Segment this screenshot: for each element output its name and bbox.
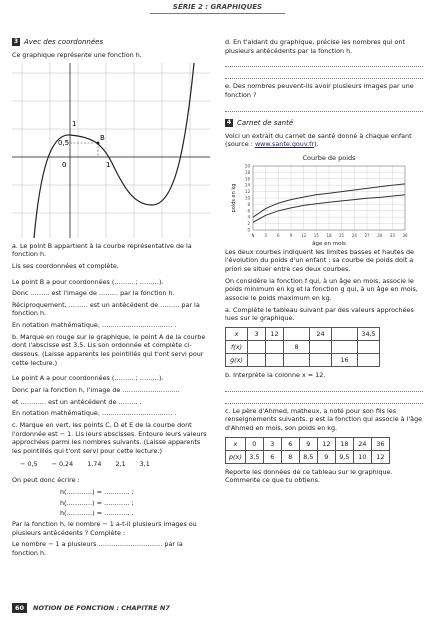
antecedent-question: Par la fonction h, le nombre − 1 a-t-il plusieurs images ou plusieurs antécédents ? Complète : — [12, 520, 197, 537]
point-a-et: et ………… est un antécédent de ……… . — [12, 397, 142, 406]
candidate-value[interactable]: − 0,24 — [51, 460, 74, 469]
report-instruction: Reporte les données de ce tableau sur le graphique. Commente ce que tu obtiens. — [225, 467, 393, 485]
tick-y-1: 1 — [72, 119, 77, 128]
label-b: B — [100, 133, 105, 142]
chapter-title: NOTION DE FONCTION : CHAPITRE N7 — [33, 604, 170, 612]
y-tick-label: 18 — [244, 169, 250, 175]
antecedent-completion[interactable]: Le nombre − 1 a plusieurs ………………………… par la fonction h. — [12, 540, 183, 557]
point-b-coords: Le point B a pour coordonnées (……… ; ………). — [12, 277, 164, 286]
y-tick-label: 8 — [247, 201, 250, 207]
answer-lines-4b[interactable] — [225, 383, 423, 404]
point-a-coords: Le point A a pour coordonnées (……… ; ………). — [12, 374, 164, 383]
function-graph — [12, 63, 210, 238]
exercise-intro: Ce graphique représente une fonction h. — [12, 51, 142, 59]
x-tick-label: 30 — [377, 232, 383, 238]
answer-lines-d[interactable] — [225, 58, 423, 79]
table-row: f(x) 8 — [226, 340, 380, 353]
question-4c: c. Le père d'Ahmed, matheux, a noté pour son fils les renseignements suivants. p est la fonction qui associe à l'âge d'Ahmed en mois, son poids en kg. — [225, 406, 423, 432]
x-tick-label: 21 — [339, 232, 345, 238]
tick-y-05: 0,5 — [58, 138, 70, 147]
graph-grid — [12, 63, 210, 238]
write-prompt: On peut donc écrire : — [12, 476, 80, 485]
approx-line-2[interactable]: h(…………) ≈ ………… ; — [60, 498, 134, 507]
point-b-donc: Donc ……… est l'image de ……… par la fonction h. — [12, 289, 175, 298]
x-tick-label: 3 — [264, 232, 267, 238]
exercise-4-heading — [225, 119, 423, 127]
series-title: SÉRIE 2 : GRAPHIQUES — [150, 3, 285, 14]
point-a-notation: En notation mathématique, …………………………… . — [12, 409, 177, 418]
approx-line-1[interactable]: h(…………) ≈ ………… ; — [60, 488, 134, 497]
exercise-title: Carnet de santé — [237, 118, 294, 127]
tick-origin: 0 — [62, 160, 67, 169]
question-a: a. Le point B appartient à la courbe représentative de la fonction h. — [12, 241, 192, 259]
source-link[interactable]: www.sante.gouv.fr — [254, 140, 315, 149]
x-tick-label: N — [251, 232, 255, 238]
x-tick-label: 27 — [364, 232, 370, 238]
x-tick-label: 6 — [277, 232, 280, 238]
candidate-value[interactable]: 1,74 — [87, 460, 102, 469]
approx-line-3[interactable]: h(…………) ≈ ………… . — [60, 509, 134, 518]
table-row: x 3 12 24 34,5 — [226, 327, 380, 340]
y-tick-label: 12 — [244, 188, 250, 194]
tick-x-1: 1 — [106, 160, 111, 169]
y-tick-label: 4 — [247, 214, 250, 220]
x-tick-label: 24 — [351, 232, 357, 238]
question-e: e. Des nombres peuvent-ils avoir plusieurs images par une fonction ? — [225, 82, 414, 99]
page-footer — [12, 603, 170, 613]
page-number: 60 — [12, 603, 27, 613]
question-4a: a. Complète le tableau suivant par des valeurs approchées lues sur le graphique. — [225, 305, 414, 323]
y-tick-label: 2 — [247, 220, 250, 226]
x-axis-label: âge en mois — [312, 240, 346, 247]
question-d: d. En t'aidant du graphique, précise les nombres qui ont plusieurs antécédents par la fonction h. — [225, 38, 406, 55]
weight-chart — [225, 152, 423, 248]
weight-chart-svg — [225, 152, 423, 248]
answer-lines-e[interactable] — [225, 103, 423, 112]
y-tick-label: 14 — [244, 182, 250, 188]
function-graph-svg — [12, 63, 210, 238]
point-b-reciproquement: Réciproquement, ……… est un antécédent de ……… par la fonction h. — [12, 300, 200, 318]
table-row: p(x) 3,5 6 8 8,5 9 9,5 10 12 — [226, 450, 390, 463]
x-tick-label: 15 — [313, 232, 319, 238]
y-tick-label: 16 — [244, 176, 250, 182]
point-b-notation: En notation mathématique, …………………………… . — [12, 321, 177, 330]
question-a-instruction: Lis ses coordonnées et complète. — [12, 261, 119, 270]
x-tick-label: 18 — [326, 232, 332, 238]
candidate-value[interactable]: 3,1 — [139, 460, 150, 469]
curve-h — [34, 63, 194, 238]
table-f-g — [225, 327, 380, 367]
page-header — [0, 0, 435, 18]
right-column — [225, 38, 423, 488]
table-p — [225, 437, 390, 464]
question-b: b. Marque en rouge sur le graphique, le point A de la courbe dont l'abscisse est 3,5. Lis son ordonnée et complète ci-dessous. (Laisse apparents les pointillés qui t'ont servi pour cette lecture.) — [12, 332, 206, 367]
exercise-number: 3 — [13, 38, 19, 45]
table-row: g(x) 16 — [226, 353, 380, 366]
y-tick-label: 20 — [244, 163, 250, 169]
chart-title: Courbe de poids — [302, 153, 356, 162]
left-column — [12, 38, 210, 561]
x-tick-label: 36 — [402, 232, 408, 238]
exercise-title: Avec des coordonnées — [24, 38, 104, 46]
x-tick-label: 33 — [389, 232, 395, 238]
chart-description: Les deux courbes indiquent les limites basses et hautes de l'évolution du poids d'un enfant : sa courbe de poids doit a priori se situer entre ces deux courbes. — [225, 247, 414, 274]
point-a-donc: Donc par la fonction h, l'image de ……………………… — [12, 385, 180, 394]
exercise-number: 4 — [226, 118, 232, 126]
x-tick-label: 9 — [289, 232, 293, 238]
candidate-value[interactable]: − 0,5 — [20, 460, 38, 469]
table-row: x 0 3 6 9 12 18 24 36 — [226, 437, 390, 450]
candidate-value[interactable]: 2,1 — [115, 460, 126, 469]
y-tick-label: 10 — [244, 195, 250, 201]
candidate-values — [20, 460, 210, 468]
x-tick-label: 12 — [301, 232, 307, 238]
y-tick-label: 0 — [247, 227, 250, 233]
functions-definition: On considère la fonction f qui, à un âge en mois, associe le poids minimum en kg et la fonction g qui, à un âge en mois, associe le poids maximum en kg. — [225, 276, 418, 303]
exercise-3-heading — [12, 38, 210, 46]
y-tick-label: 6 — [247, 208, 250, 214]
exercise-4-intro: Voici un extrait du carnet de santé donné à chaque enfant (source : www.sante.gouv.fr). — [225, 131, 412, 149]
y-axis-label: poids en kg — [231, 183, 237, 213]
question-c: c. Marque en vert, les points C, D et E de la courbe dont l'ordonnée est − 1. Lis leurs abscisses. Entoure leurs valeurs approchées parmi les nombres suivants. (Laisse apparents les pointillés qui t'ont servi pour cette lecture.) — [12, 420, 207, 455]
question-4b: b. Interprète la colonne x = 12. — [225, 370, 326, 379]
